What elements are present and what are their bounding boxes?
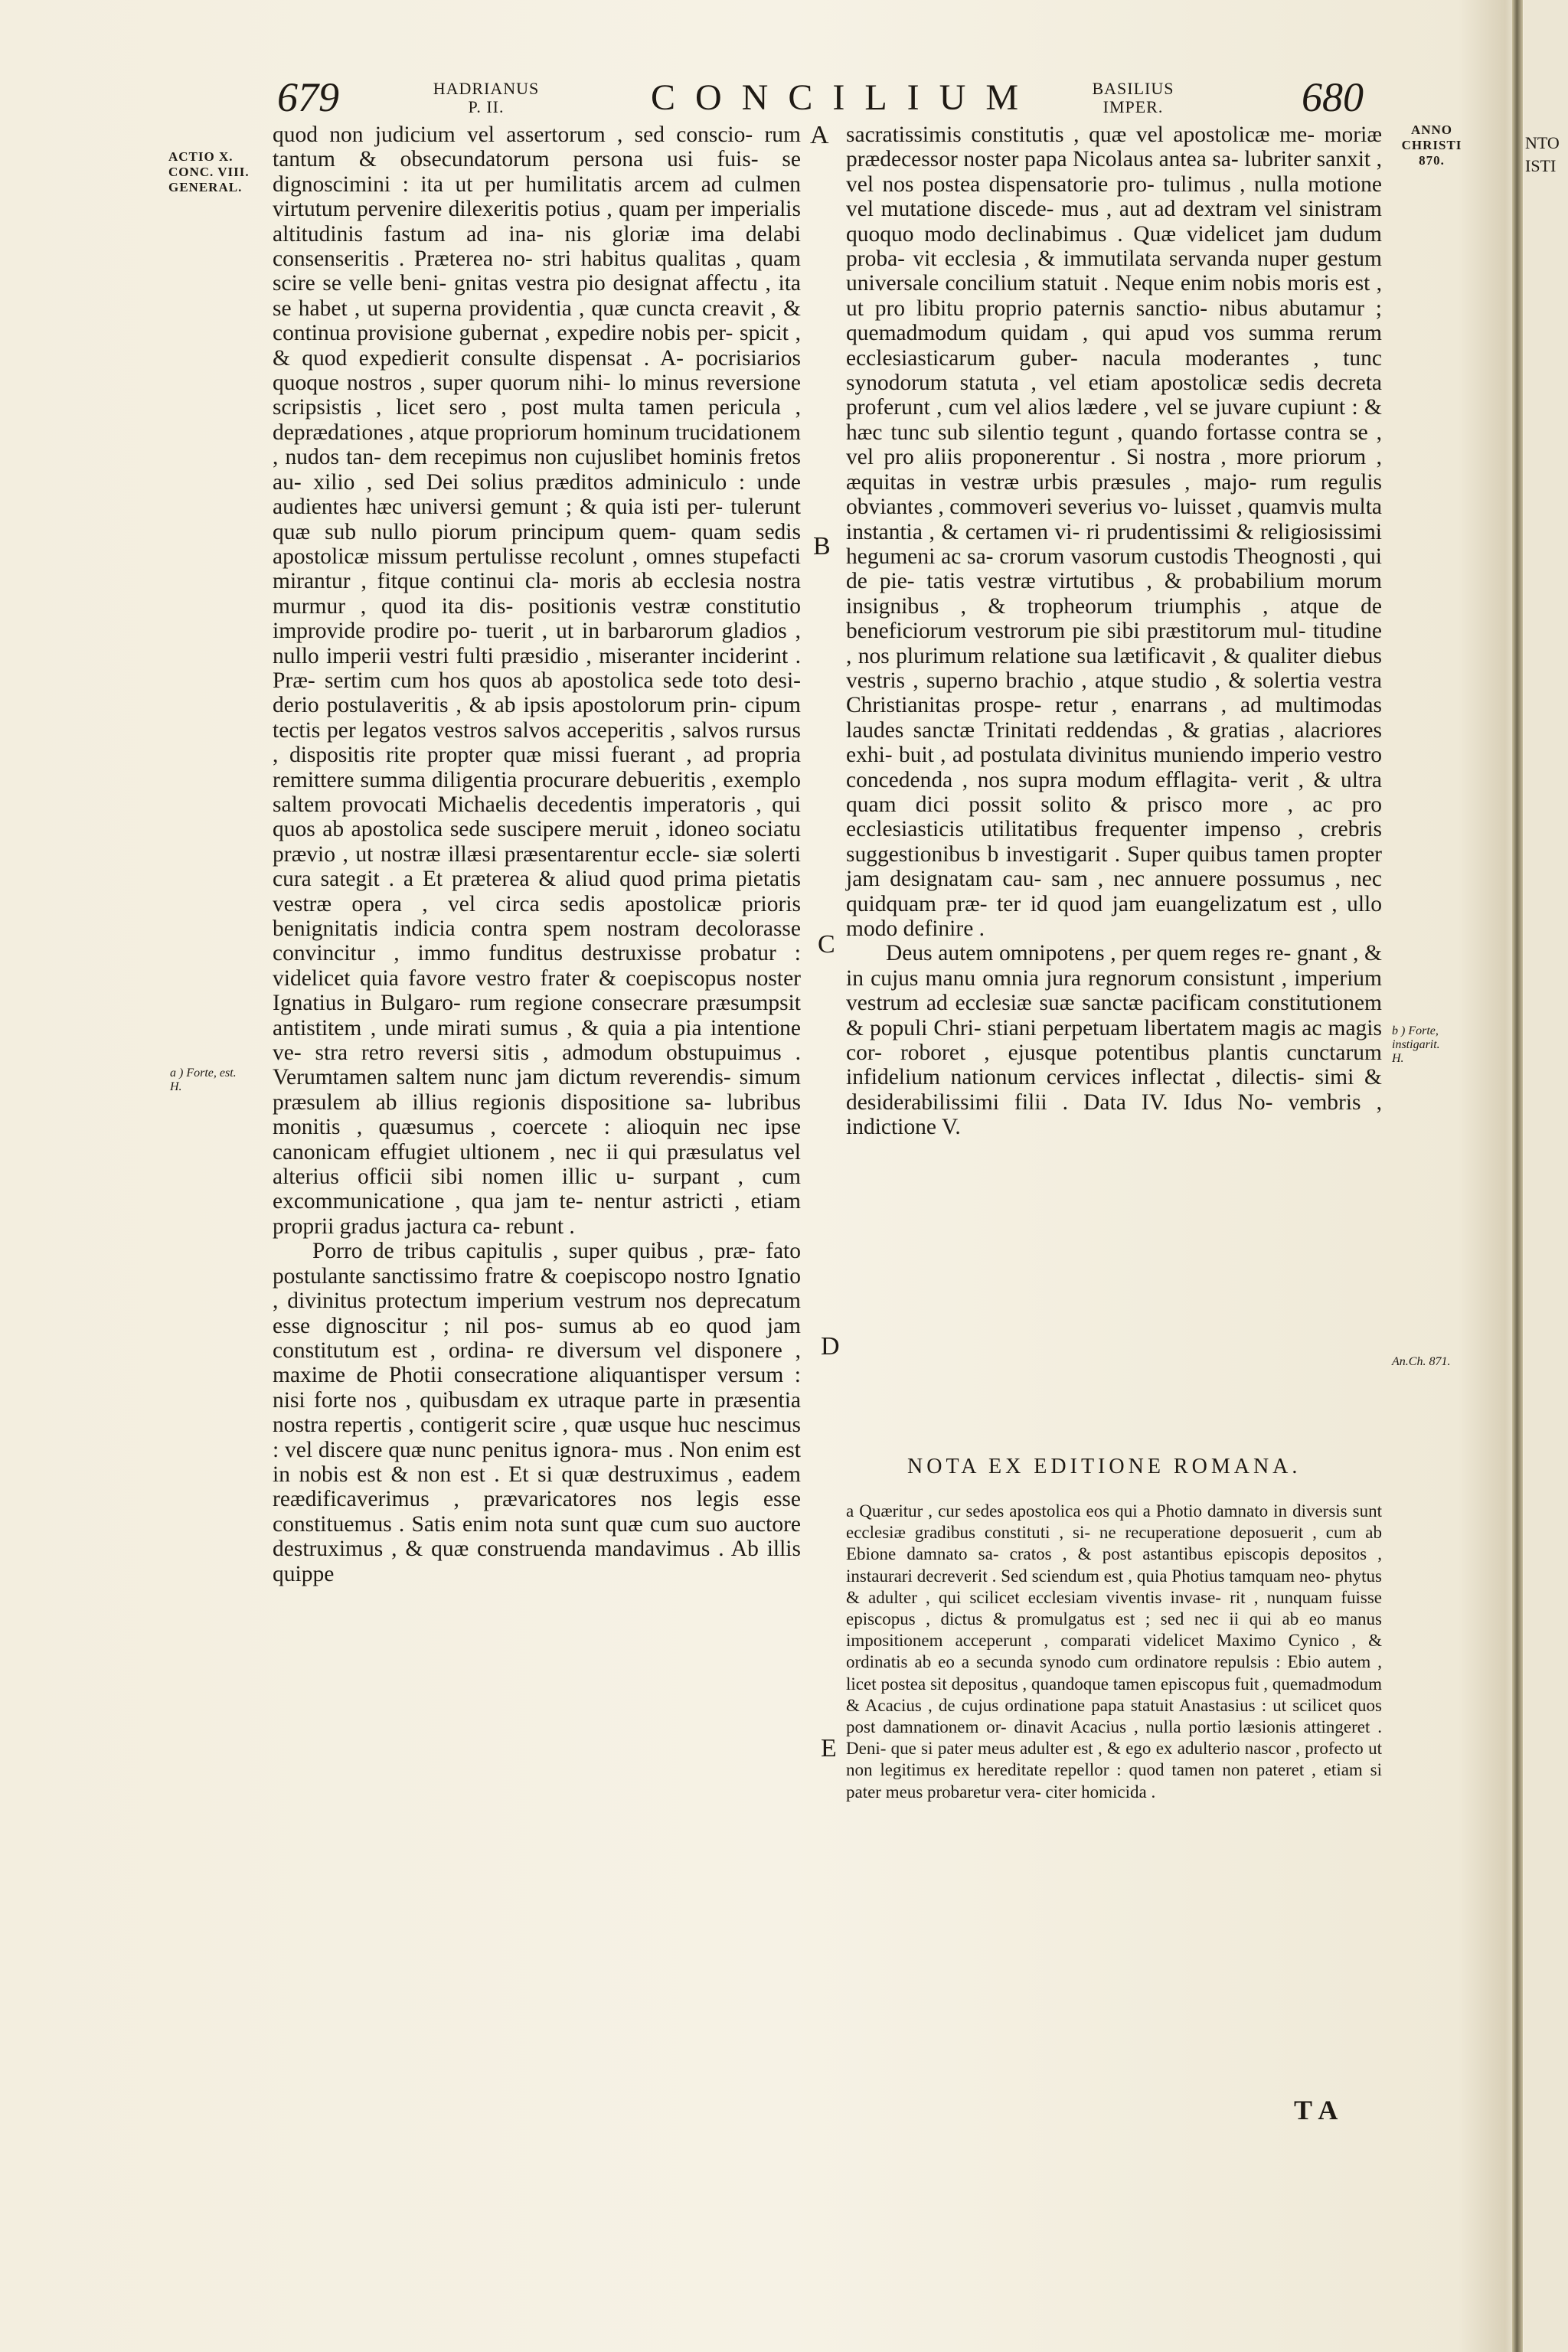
margin-anno [1390,122,1474,168]
paragraph: sacratissimis constitutis , quæ vel apostolicæ me- moriæ prædecessor noster papa Nicolaus antea sa- lubriter sanxit , vel nos postea dispensatorie pro- tulimus , nulla motione vel mutatione discede- mus , aut ad dextram vel sinistram quoquo modo declinabimus . Quæ videlicet jam dudum proba- vit ecclesia , & immutilata servanda nuper gestum universale concilium statuit . Neque enim nobis moris est , ut pro libitu proprio paternis sanctio- nibus abutamur ; quemadmodum quidam , qui apud vos summa rerum ecclesiasticarum guber- nacula moderantes , tunc synodorum statuta , vel etiam apostolicæ sedis decreta proferunt , cum vel alios lædere , vel se juvare cupiunt : & hæc tunc sub silentio tegunt , quando fortasse contra se , vel pro aliis proponerentur . Si nostra , more priorum , æquitas in vestræ urbis præsules , majo- rum regulis obviantes , commoveri severius vo- luisset , quamvis multa instantia , & certamen vi- ri prudentissimi & religiosissimi hegumeni ac sa- crorum vasorum custodis Theognosti , qui de pie- tatis vestræ virtutibus , & probabilium morum insignibus , & tropheorum triumphis , atque de beneficiorum vestrorum pie sibi præstitorum mul- titudine , nos plurimum relatione sua lætificavit , & qualiter diebus vestris , superno brachio , atque studio , & solertia vestra Christianitas prospe- retur , enarrans , ad multimodas laudes sanctæ Trinitati reddendas , & gratias , alacriores exhi- buit , ad postulata divinitus muniendo imperio vestro concedenda , nos supra modum efflagita- verit , & ultra quam dici possit solito & prisco more , ac pro ecclesiasticis utilitatibus frequenter impenso , crebris suggestionibus b investigarit . Super quibus tamen propter jam designatam cau- sam , nec annuere possumus , nec quidquam præ- ter id quod jam euangelizatum est , ullo modo definire . [846,122,1382,941]
nota-text: a Quæritur , cur sedes apostolica eos qui a Photio damnato in diversis sunt ecclesiæ gradibus constituti , si- ne recuperatione deposuerit , cum ab Ebione damnato sa- cratos , & post astantibus episcopis depositos , instaurari decreverit . Sed sciendum est , quia Photius tamquam neo- phytus & adulter , qui scilicet ecclesiam viventis invase- rit , nunquam fuisse episcopus , dictus & promulgatus est ; sed nec ii qui ab eo manus impositionem acceperunt , comparati videlicet Maximo Cynico , & ordinatis ab eo a secunda synodo cum ordinatore repulsis : Ebio autem , licet postea sit depositus , quandoque tamen episcopus fuit , quemadmodum & Acacius , de cujus ordinatione papa statuit Anastasius : ut scilicet quos post damnationem or- dinavit Acacius , nulla portio læsionis attingeret . Deni- que si pater meus adulter est , & ego ex adulterio nascor , profecto ut non legitimus ex hereditate repellor : quod tamen non pateret , etiam si pater meus probaretur vera- citer homicida . [846,1501,1382,1802]
margin-year-871: An.Ch. 871. [1392,1355,1451,1368]
adjacent-page-text: NTO [1525,133,1560,152]
text-column-left [273,122,801,1586]
running-head-line: HADRIANUS [433,79,540,98]
section-letter-c: C [818,930,835,959]
margin-line: instigarit. [1392,1038,1440,1051]
page-number-left: 679 [277,74,339,120]
adjacent-page-edge [1524,0,1568,2352]
running-head-right [1068,80,1198,116]
running-head-line: BASILIUS [1092,79,1174,98]
running-head-line: P. II. [468,97,505,116]
section-letter-a: A [810,121,829,149]
margin-line: ANNO [1410,122,1453,137]
section-letter-b: B [813,532,831,560]
margin-line: CONC. VIII. [168,165,250,179]
margin-line: H. [170,1080,182,1093]
margin-actio [168,149,250,195]
paragraph: Porro de tribus capitulis , super quibus , præ- fato postulante sanctissimo fratre & coepiscopo nostro Ignatio , divinitus protectum imperium vestrum nos deprecatum esse dignoscitur ; nil pos- sumus ab eo quod jam constitutum est , ordina- re diversum vel disponere , maxime de Photii consecratione aliquantisper versum : nisi forte nos , quibusdam ex utraque parte in præsentia nostra repertis , contigerit scire , quæ usque huc nescimus : vel discere quæ nunc penitus ignora- mus . Non enim est in nobis est & non est . Et si quæ destruximus , eadem reædificaverimus , prævaricatores nos legis esse constituemus . Satis enim nota sunt quæ cum suo auctore destruximus , & quæ construenda mandavimus . Ab illis quippe [273,1239,801,1586]
section-letter-d: D [821,1332,840,1361]
margin-line: b ) Forte, [1392,1024,1439,1037]
margin-line: a ) Forte, est. [170,1067,237,1080]
nota-heading: NOTA EX EDITIONE ROMANA. [907,1455,1302,1478]
text-column-right [846,122,1382,1140]
catchword: TA [1294,2095,1346,2125]
adjacent-page-text: ISTI [1525,156,1557,175]
paragraph: Deus autem omnipotens , per quem reges re- gnant , & in cujus manu omnia jura regnorum consistunt , imperium vestrum ad ecclesiæ suæ sanctæ pacificam constitutionem & populi Chri- stiani perpetuam libertatem magis ac magis cor- roboret , ejusque potentibus plantis cunctarum infidelium nationum cervices inflectat , dilectis- simi & desiderabilissimi filii . Data IV. Idus No- vembris , indictione V. [846,941,1382,1140]
margin-line: 870. [1419,153,1445,168]
book-gutter [1512,0,1523,2352]
paragraph: quod non judicium vel assertorum , sed conscio- rum tantum & obsecundatorum persona usi fuis- se dignoscimini : ita ut per humilitatis arcem ad culmen virtutum pervenire dilexeritis potius , quam per imperialis altitudinis fastum ad ina- nis gloriæ ima delabi consenseritis . Præterea no- stri habitus qualitas , quam scire se velle beni- gnitas vestra pio designat affectu , ita se habet , ut superna providentia , quæ cuncta creavit , & continua provisione gubernat , expedire nobis per- spicit , & quod expedierit consulte dispensat . A- pocrisiarios quoque nostros , super quorum nihi- lo minus reversione scripsistis , licet sero , post multa tamen pericula , deprædationes , atque propriorum hominum trucidationem , nudos tan- dem recepimus non cujuslibet hominis fretos au- xilio , sed Dei solius præditos adminiculo : unde audientes hæc universi gemunt ; & quia isti per- tulerunt quæ sub nullo piorum principum quem- quam sedis apostolicæ missum pertulisse recolunt , omnes stupefacti mirantur , fitque continui cla- moris ab ecclesia nostra murmur , quod ita dis- positionis vestræ constitutio improvide prodire po- tuerit , ut in barbarorum gladios , nullo imperii vestri fulti præsidio , miseranter inciderint . Præ- sertim cum hos quos ab apostolica sede toto desi- derio postulaveritis , & ab ipsis apostolorum prin- cipum tectis per legatos vestros salvos acceperitis , salvos rursus , dispositis rite propter quæ missi fuerant , ad propria remittere summa diligentia procurare debueritis , exemplo saltem provocati Michaelis decedentis imperatoris , qui quos ab apostolica sede suscipere meruit , idoneo sociatu prævio , ut nostræ illæsi præsentarentur eccle- siæ solerti cura sategit . a Et præterea & aliud quod prima pietatis vestræ opera , vel circa sedis apostolicæ prioris benignitatis indicia contra spem nostram decolorasse convincitur , immo funditus destruxisse probatur : videlicet quia favore vestro frater & coepiscopus noster Ignatius in Bulgaro- rum regione consecrare præsumpsit antistitem , unde mirati sumus , & quia a pia intentione ve- stra retro reversi sitis , admodum obstupuimus . Verumtamen saltem nunc jam dictum reverendis- simum præsulem ab illius regionis dispositione sa- lubribus monitis , quæsumus , coercete : alioquin nec ipse canonicam effugiet ultionem , nec ii qui præsulatus vel alterius officii sibi nomen illic u- surpant , cum excommunicatione , qua jam te- nentur astricti , etiam proprii gradus jactura ca- rebunt . [273,122,801,1239]
margin-line: H. [1392,1052,1404,1065]
margin-line: ACTIO X. [168,149,234,164]
margin-line: GENERAL. [168,180,243,194]
margin-note-b [1392,1024,1440,1066]
margin-line: CHRISTI [1401,138,1462,152]
section-letter-e: E [821,1734,837,1762]
running-head-line: IMPER. [1102,97,1164,116]
running-head-left [421,80,551,116]
page-number-right: 680 [1302,74,1364,120]
margin-note-a [170,1067,237,1094]
page-title: CONCILIUM [651,77,1038,118]
